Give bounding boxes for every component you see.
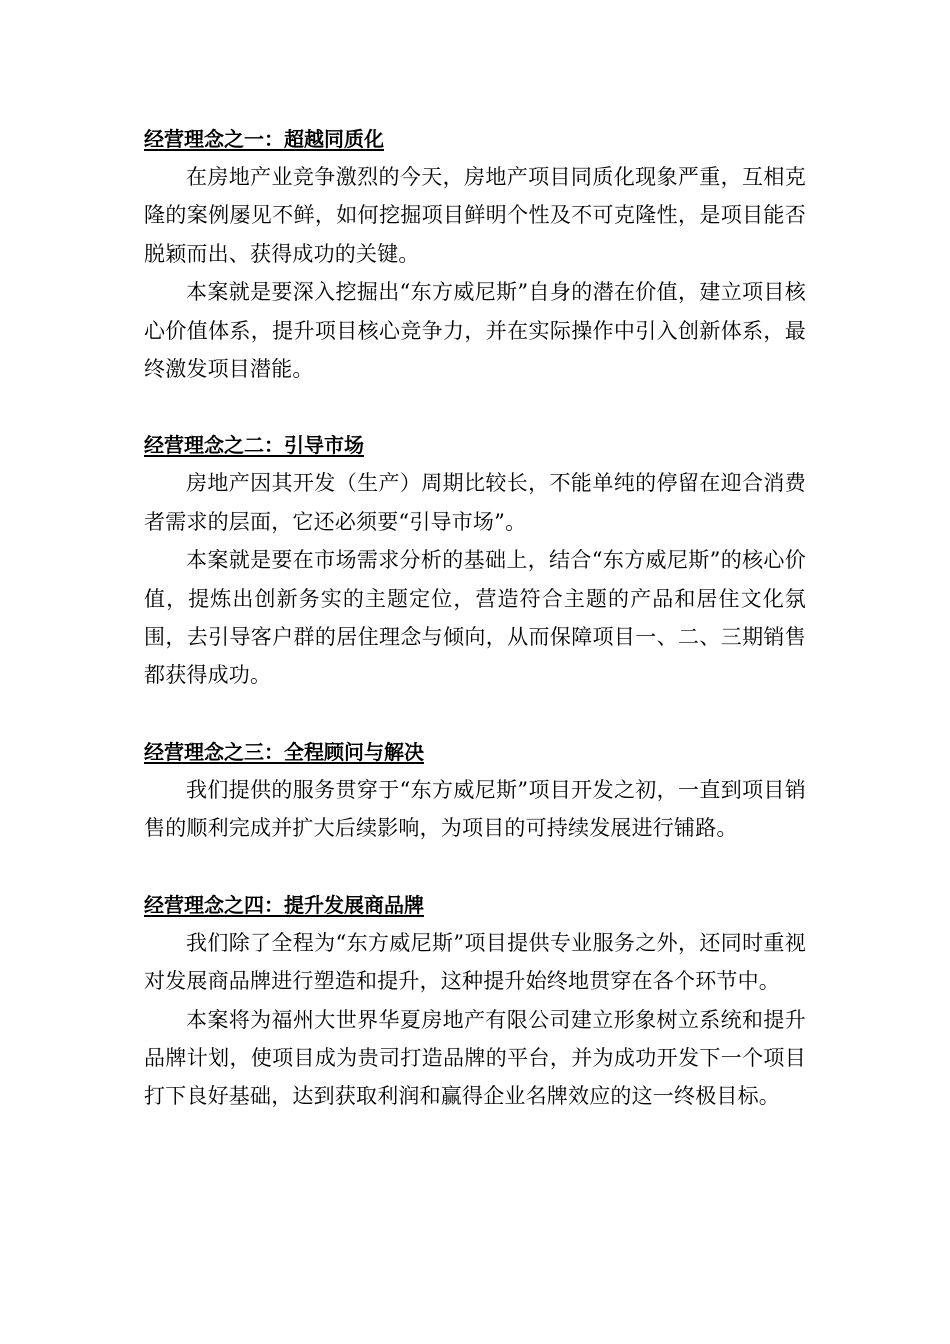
paragraph: 本案就是要在市场需求分析的基础上，结合“东方威尼斯”的核心价值，提炼出创新务实的主题定位，营造符合主题的产品和居住文化氛围，去引导客户群的居住理念与倾向，从而保障项目一、二、三期销售都获得成功。	[144, 548, 806, 688]
section-heading: 经营理念之二：引导市场	[144, 433, 364, 458]
section-heading: 经营理念之四：提升发展商品牌	[144, 892, 424, 917]
section-2	[144, 426, 806, 694]
paragraph: 在房地产业竞争激烈的今天，房地产项目同质化现象严重，互相克隆的案例屡见不鲜，如何挖掘项目鲜明个性及不可克隆性，是项目能否脱颖而出、获得成功的关键。	[144, 165, 806, 266]
section-heading: 经营理念之一：超越同质化	[144, 127, 384, 151]
section-3	[144, 733, 806, 848]
paragraph: 本案就是要深入挖掘出“东方威尼斯”自身的潜在价值，建立项目核心价值体系，提升项目核心竞争力，并在实际操作中引入创新体系，最终激发项目潜能。	[144, 280, 806, 382]
paragraph: 我们除了全程为“东方威尼斯”项目提供专业服务之外，还同时重视对发展商品牌进行塑造和提升，这种提升始终地贯穿在各个环节中。	[144, 930, 806, 994]
paragraph: 本案将为福州大世界华夏房地产有限公司建立形象树立系统和提升品牌计划，使项目成为贵司打造品牌的平台，并为成功开发下一个项目打下良好基础，达到获取利润和赢得企业名牌效应的这一终极目标。	[144, 1007, 806, 1109]
document-page	[144, 120, 806, 1154]
paragraph: 我们提供的服务贯穿于“东方威尼斯”项目开发之初，一直到项目销售的顺利完成并扩大后续影响，为项目的可持续发展进行铺路。	[144, 777, 806, 841]
section-1	[144, 120, 806, 388]
section-heading: 经营理念之三：全程顾问与解决	[144, 739, 424, 764]
paragraph: 房地产因其开发（生产）周期比较长，不能单纯的停留在迎合消费者需求的层面，它还必须要“引导市场”。	[144, 471, 806, 534]
section-4	[144, 886, 806, 1116]
